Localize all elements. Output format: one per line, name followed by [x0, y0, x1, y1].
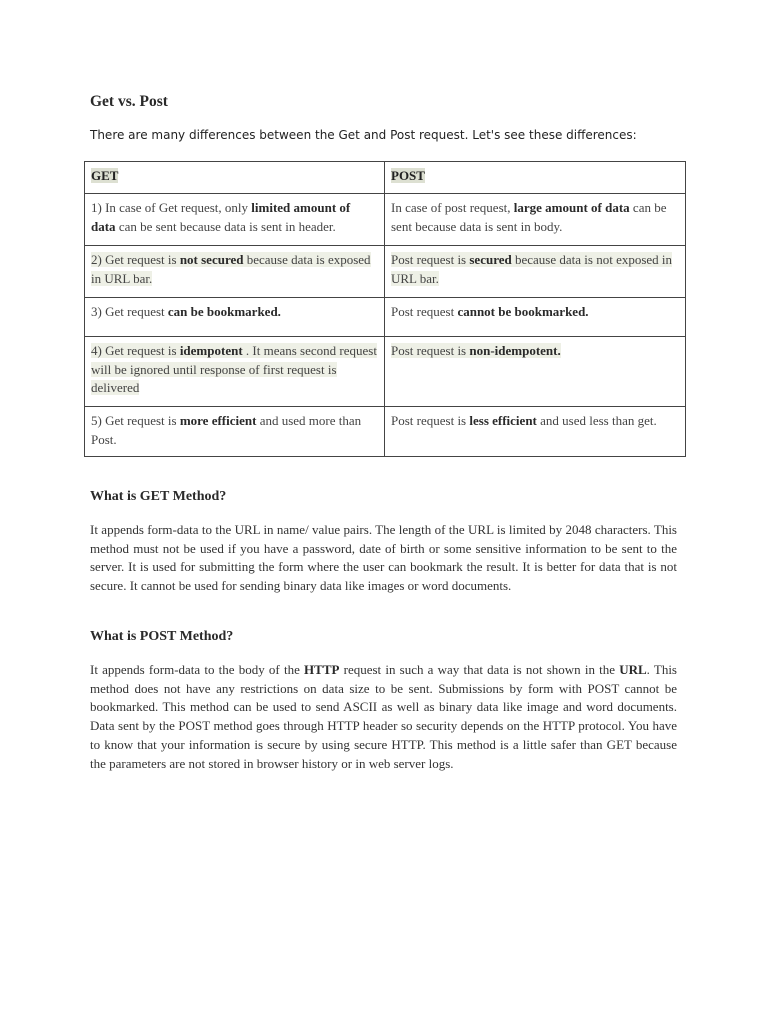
header-cell-get [85, 162, 385, 194]
header-post-label: POST [391, 168, 425, 183]
comparison-table [84, 161, 686, 457]
get-cell [85, 194, 385, 246]
header-get-label: GET [91, 168, 119, 183]
get-method-paragraph: It appends form-data to the URL in name/ value pairs. The length of the URL is limited by 2048 characters. This method must not be used if you have a password, date of birth or some sensitive information to be sent to the server. It is used for submitting the form where the user can bookmark the result. It is better for data that is not secure. It cannot be used for sending binary data like images or word documents. [90, 522, 677, 594]
cell-bold-text: idempotent [179, 343, 243, 358]
table-row [85, 246, 686, 298]
cell-text: because data is not exposed in URL bar. [391, 252, 673, 286]
paragraph-bold-text: URL [619, 662, 647, 677]
post-method-paragraph [90, 661, 677, 773]
paragraph-text: It appends form-data to the body of the [90, 662, 305, 677]
cell-bold-text: secured [469, 252, 512, 267]
post-cell [385, 298, 686, 337]
cell-text: and used more than Post. [91, 413, 362, 447]
table-row [85, 194, 686, 246]
post-cell [385, 407, 686, 457]
page-title: Get vs. Post [90, 93, 168, 110]
cell-bold-text: non-idempotent. [469, 343, 561, 358]
cell-bold-text: large amount of data [513, 200, 630, 215]
cell-bold-text: more efficient [179, 413, 257, 428]
cell-text: Post request [391, 304, 458, 319]
get-cell [85, 337, 385, 407]
table-row [85, 407, 686, 457]
cell-text: because data is exposed in URL bar. [91, 252, 371, 286]
intro-text: There are many differences between the Get and Post request. Let's see these differences: [90, 128, 637, 142]
paragraph-bold-text: HTTP [304, 662, 340, 677]
cell-text: . It means second request will be ignored until response of first request is delivered [91, 343, 377, 395]
post-cell [385, 246, 686, 298]
cell-text: 2) Get request is [91, 252, 180, 267]
get-cell [85, 246, 385, 298]
cell-text: 4) Get request is [91, 343, 180, 358]
header-cell-post [385, 162, 686, 194]
table-row [85, 298, 686, 337]
cell-text: In case of post request, [391, 200, 514, 215]
table-header-row [85, 162, 686, 194]
post-cell [385, 337, 686, 407]
cell-text: Post request is [391, 252, 470, 267]
cell-text: and used less than get. [536, 413, 657, 428]
cell-bold-text: can be bookmarked. [167, 304, 281, 319]
paragraph-text: . This method does not have any restrictions on data size to be sent. Submissions by form with POST cannot be bookmarked. This method can be used to send ASCII as well as binary data like image and word documents. Data sent by the POST method goes through HTTP header so security depends on the HTTP protocol. You have to know that your information is secure by using secure HTTP. This method is a little safer than GET because the parameters are not stored in browser history or in web server logs. [90, 662, 677, 771]
cell-bold-text: cannot be bookmarked. [457, 304, 589, 319]
cell-text: Post request is [391, 413, 470, 428]
get-cell [85, 298, 385, 337]
cell-text: can be sent because data is sent in body. [391, 200, 667, 234]
cell-bold-text: not secured [179, 252, 244, 267]
cell-text: 5) Get request is [91, 413, 180, 428]
cell-text: 1) In case of Get request, only [91, 200, 252, 215]
post-cell [385, 194, 686, 246]
cell-text: can be sent because data is sent in header. [115, 218, 336, 234]
cell-bold-text: limited amount of data [91, 200, 351, 234]
cell-text: Post request is [391, 343, 470, 358]
paragraph-text: request in such a way that data is not shown in the [339, 662, 620, 677]
get-cell [85, 407, 385, 457]
get-method-heading: What is GET Method? [90, 489, 227, 504]
table-row [85, 337, 686, 407]
cell-text: 3) Get request [91, 304, 168, 319]
post-method-heading: What is POST Method? [90, 629, 234, 644]
cell-bold-text: less efficient [469, 413, 537, 428]
